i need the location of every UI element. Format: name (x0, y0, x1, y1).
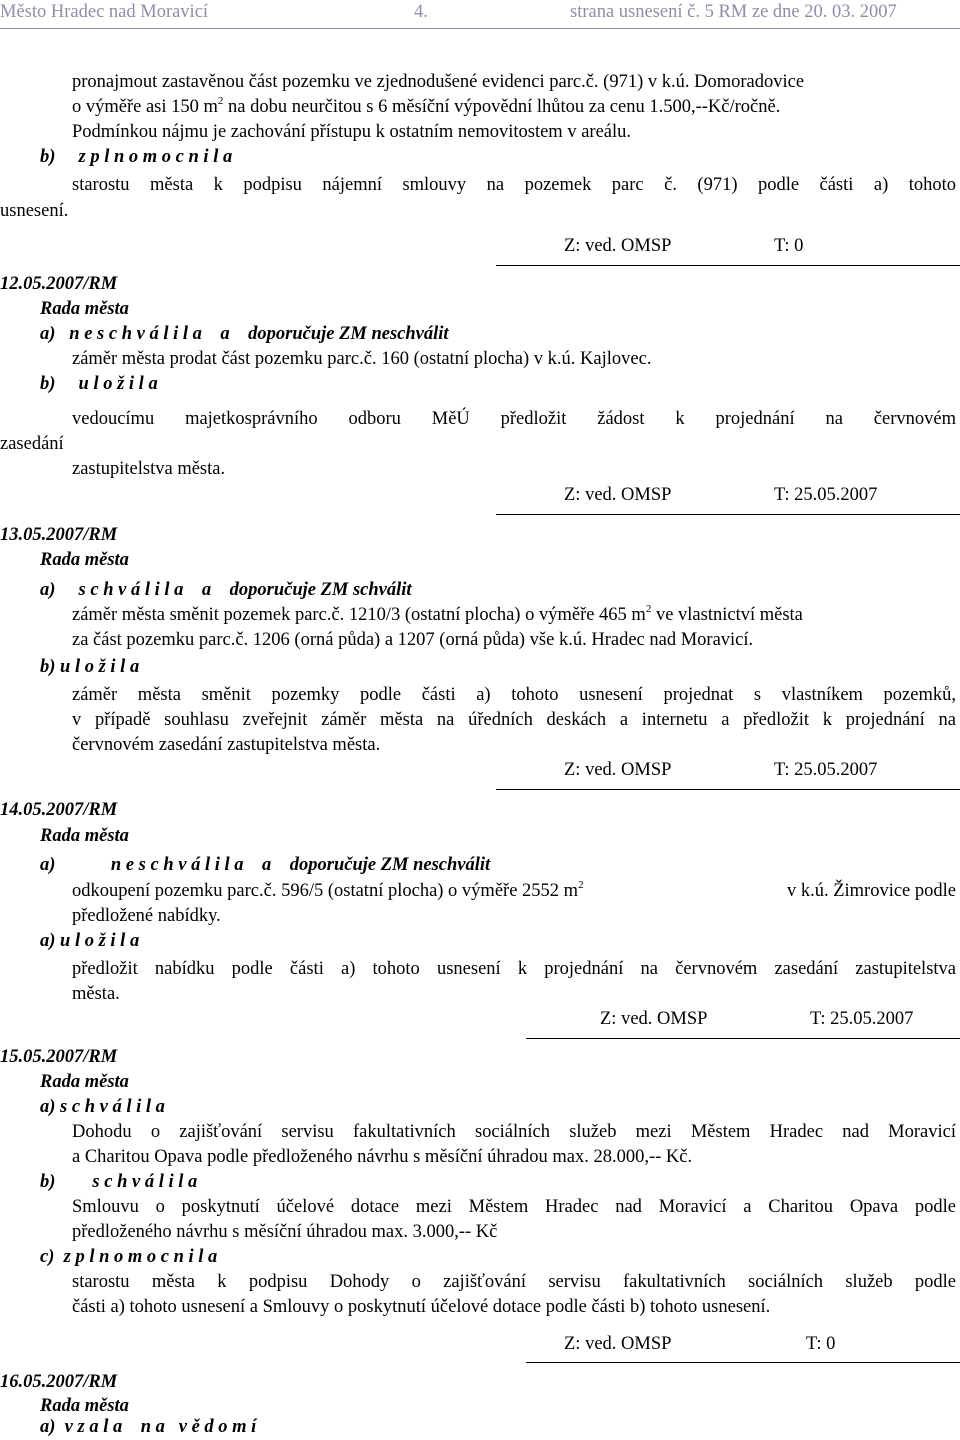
cont-line-1: pronajmout zastavěnou část pozemku ve zjednodušené evidenci parc.č. (971) v k.ú. Domoradovice (72, 72, 805, 92)
header-divider (0, 28, 960, 29)
resolution-15-a-heading: a) s c h v á l i l a (40, 1097, 165, 1117)
resolution-14-council: Rada města (40, 826, 129, 846)
resolution-15-b-heading: b) s c h v á l i l a (40, 1172, 198, 1192)
resolution-13-b-heading: b) u l o ž i l a (40, 657, 140, 677)
resolution-12-deadline: T: 25.05.2007 (774, 485, 878, 505)
resolution-12-responsible: Z: ved. OMSP (564, 485, 672, 505)
resolution-15-deadline: T: 0 (806, 1334, 836, 1354)
resolution-15-responsible: Z: ved. OMSP (564, 1334, 672, 1354)
resolution-13-a-heading: a) s c h v á l i l a a doporučuje ZM schválit (40, 580, 412, 600)
resolution-13-divider (496, 514, 960, 515)
resolution-14-deadline: T: 25.05.2007 (810, 1009, 914, 1029)
resolution-14-a-heading: a) n e s c h v á l i l a a doporučuje ZM neschválit (40, 855, 491, 875)
resolution-13-a-line-2: za část pozemku parc.č. 1206 (orná půda) a 1207 (orná půda) vše k.ú. Hradec nad Moravicí. (72, 630, 754, 650)
cont-line-2: o výměře asi 150 $m^2$ na dobu neurčitou s 6 měsíční výpovědní lhůtou za cenu 1.500,--Kč/ročně. (72, 94, 781, 117)
resolution-12-a-line-1: záměr města prodat část pozemku parc.č. 160 (ostatní plocha) v k.ú. Kajlovec. (72, 349, 652, 369)
resolution-15-divider (526, 1038, 960, 1039)
cont-line-3: Podmínkou nájmu je zachování přístupu k ostatním nemovitostem v areálu. (72, 122, 632, 142)
resolution-14-a-line-1: odkoupení pozemku parc.č. 596/5 (ostatní plocha) o výměře 2552 $m^2$ v k.ú. Žimrovice podle (72, 878, 956, 901)
resolution-13-responsible: Z: ved. OMSP (564, 760, 672, 780)
resolution-12-b-line-3: zastupitelstva města. (72, 459, 226, 479)
resolution-14-b-line-1: předložit nabídku podle části a) tohoto usnesení k projednání na červnovém zasedání zastupitelstva (72, 959, 956, 979)
resolution-15-a-line-2: a Charitou Opava podle předloženého návrhu s měsíční úhradou max. 28.000,-- Kč. (72, 1147, 693, 1167)
resolution-12-a-heading: a) n e s c h v á l i l a a doporučuje ZM neschválit (40, 324, 449, 344)
cont-b-heading: b) z p l n o m o c n i l a (40, 147, 233, 167)
resolution-14-responsible: Z: ved. OMSP (600, 1009, 708, 1029)
cont-deadline: T: 0 (774, 236, 804, 256)
page-header (0, 0, 960, 26)
cont-b-line-1: starostu města k podpisu nájemní smlouvy na pozemek parc č. (971) podle části a) tohoto (72, 175, 956, 195)
resolution-12-b-heading: b) u l o ž i l a (40, 374, 158, 394)
header-page-number: 4. (414, 2, 428, 22)
resolution-15-a-line-1: Dohodu o zajišťování servisu fakultativních sociálních služeb mezi Městem Hradec nad Moravicí (72, 1122, 956, 1142)
resolution-14-divider (496, 789, 960, 790)
resolution-12-number: 12.05.2007/RM (0, 274, 118, 294)
resolution-15-b-line-2: předloženého návrhu s měsíční úhradou max. 3.000,-- Kč (72, 1222, 498, 1242)
resolution-16-council: Rada města (40, 1396, 129, 1416)
resolution-12-divider (496, 265, 960, 266)
resolution-13-b-line-2: v případě souhlasu zveřejnit záměr města na úředních deskách a internetu a předložit k projednání na (72, 710, 956, 730)
resolution-12-council: Rada města (40, 299, 129, 319)
resolution-15-c-heading: c) z p l n o m o c n i l a (40, 1247, 218, 1267)
resolution-13-b-line-3: červnovém zasedání zastupitelstva města. (72, 735, 381, 755)
resolution-13-number: 13.05.2007/RM (0, 525, 118, 545)
resolution-14-number: 14.05.2007/RM (0, 800, 118, 820)
resolution-14-a-line-2: předložené nabídky. (72, 906, 221, 926)
resolution-13-b-line-1: záměr města směnit pozemky podle části a) tohoto usnesení projednat s vlastníkem pozemků, (72, 685, 956, 705)
cont-responsible: Z: ved. OMSP (564, 236, 672, 256)
resolution-13-deadline: T: 25.05.2007 (774, 760, 878, 780)
resolution-13-a-line-1: záměr města směnit pozemek parc.č. 1210/3 (ostatní plocha) o výměře 465 $m^2$ ve vlastnictví města (72, 602, 803, 625)
resolution-16-divider (526, 1362, 960, 1363)
header-city: Město Hradec nad Moravicí (0, 2, 209, 22)
resolution-14-b-heading: a) u l o ž i l a (40, 931, 140, 951)
resolution-12-b-line-2: zasedání (0, 434, 64, 454)
resolution-13-council: Rada města (40, 550, 129, 570)
cont-b-line-2: usnesení. (0, 201, 69, 221)
resolution-15-number: 15.05.2007/RM (0, 1047, 118, 1067)
resolution-12-b-line-1: vedoucímu majetkosprávního odboru MěÚ předložit žádost k projednání na červnovém (72, 409, 956, 429)
resolution-15-council: Rada města (40, 1072, 129, 1092)
resolution-16-number: 16.05.2007/RM (0, 1372, 118, 1392)
resolution-15-b-line-1: Smlouvu o poskytnutí účelové dotace mezi Městem Hradec nad Moravicí a Charitou Opava podle (72, 1197, 956, 1217)
resolution-15-c-line-1: starostu města k podpisu Dohody o zajišťování servisu fakultativních sociálních služeb podle (72, 1272, 956, 1292)
header-title: strana usnesení č. 5 RM ze dne 20. 03. 2007 (570, 2, 897, 22)
resolution-14-b-line-2: města. (72, 984, 120, 1004)
resolution-15-c-line-2: části a) tohoto usnesení a Smlouvy o poskytnutí účelové dotace podle části b) tohoto usnesení. (72, 1297, 771, 1317)
resolution-16-a-heading: a) v z a l a n a v ě d o m í (40, 1417, 257, 1437)
